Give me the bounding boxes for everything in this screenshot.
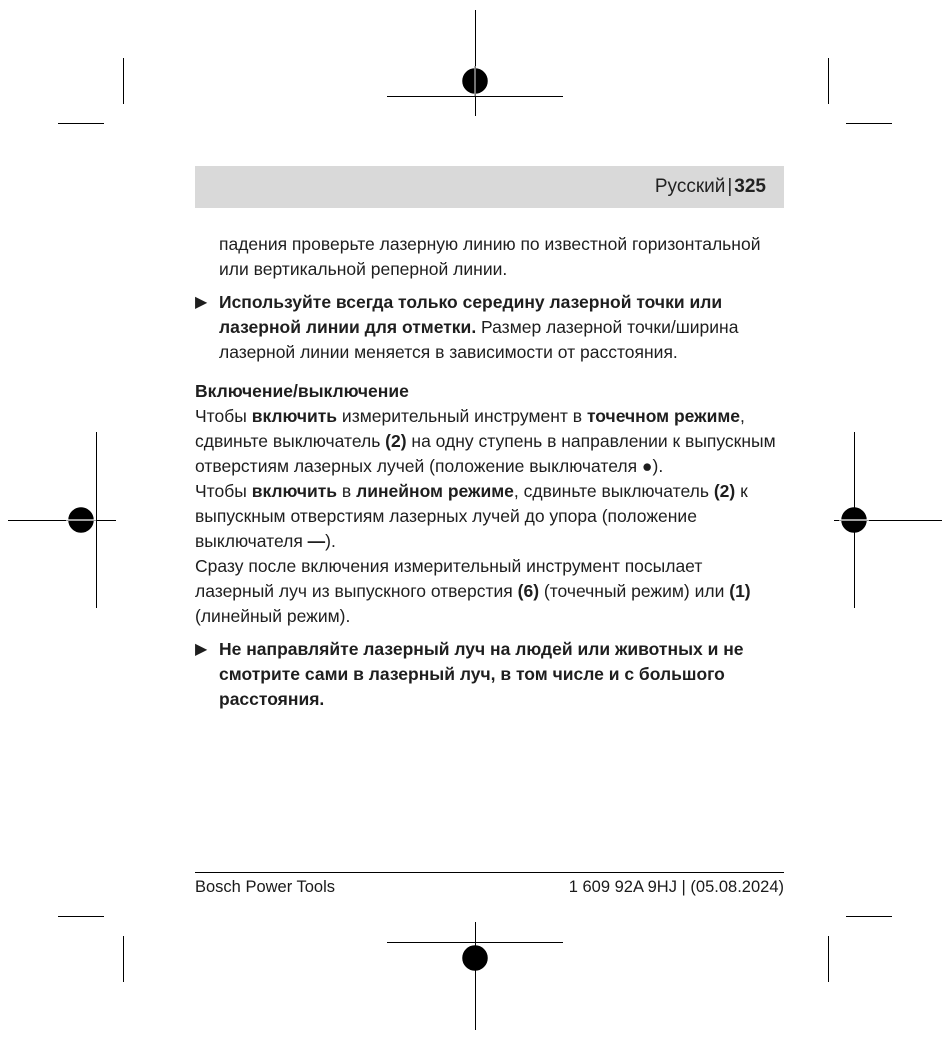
safety-bullet-1 [195,290,785,365]
page-body [195,232,785,712]
text-bold: включить [251,406,338,426]
crop-mark [58,123,104,124]
text-bold: включить [251,481,338,501]
registration-mark-icon [460,943,490,973]
page-header [195,166,784,208]
text: (линейный режим). [195,606,351,626]
registration-mark-icon [66,505,96,535]
text-bold: точечном режиме [586,406,741,426]
paragraph-point-mode [195,404,785,479]
text: , сдвиньте выключатель [195,406,745,451]
text-bold: (2) [713,481,736,501]
registration-line [387,96,563,97]
text: Сразу после включения измерительный инструмент посылает лазерный луч из выпускного отверстия [195,556,703,601]
header-text [655,176,766,198]
text: измерительный инструмент в [337,406,587,426]
footer-brand: Bosch Power Tools [195,878,336,896]
bullet-1-text: Размер лазерной точки/ширина лазерной линии меняется в зависимости от расстояния. [219,317,739,362]
crop-mark [828,58,829,104]
paragraph-line-mode [195,479,785,554]
crop-mark [123,58,124,104]
bullet-triangle-icon: ▶ [195,641,208,658]
text: к выпускным отверстиям лазерных лучей до упора (положение выключателя [195,481,748,551]
crop-mark [123,936,124,982]
text-bold: линейном режиме [356,481,514,501]
paragraph-after-switch-on [195,554,785,629]
registration-mark-icon [839,505,869,535]
registration-mark-icon [460,66,490,96]
crop-mark [846,916,892,917]
text-bold: — [307,531,326,551]
paragraph-continuation: падения проверьте лазерную линию по известной горизонтальной или вертикальной реперной линии. [219,234,761,279]
crop-mark [846,123,892,124]
safety-bullet-2 [195,637,785,712]
page-number: 325 [734,176,766,197]
footer-doc-code: 1 609 92A 9HJ | (05.08.2024) [568,878,784,896]
text: в [337,481,357,501]
text-bold: (6) [517,581,540,601]
text-bold: (2) [385,431,407,451]
text: (точечный режим) или [539,581,730,601]
bullet-1-bold: Используйте всегда только середину лазерной точки или лазерной линии для отметки. [219,292,723,337]
registration-line [475,922,476,1030]
header-language: Русский [654,176,726,197]
header-separator: | [727,176,733,197]
text: , сдвиньте выключатель [513,481,714,501]
text: на одну ступень в направлении к выпускным отверстиям лазерных лучей (положение выключателя ●). [195,431,776,476]
crop-mark [828,936,829,982]
footer-rule [195,872,784,873]
bullet-triangle-icon: ▶ [195,294,208,311]
section-heading: Включение/выключение [195,381,409,401]
text-bold: (1) [729,581,751,601]
text: Чтобы [195,481,252,501]
crop-mark [58,916,104,917]
registration-line [475,10,476,116]
bullet-2-bold: Не направляйте лазерный луч на людей или животных и не смотрите сами в лазерный луч, в том числе и с большого расстояния. [219,639,744,709]
text: ). [325,531,336,551]
registration-line [8,520,116,521]
text: Чтобы [195,406,252,426]
